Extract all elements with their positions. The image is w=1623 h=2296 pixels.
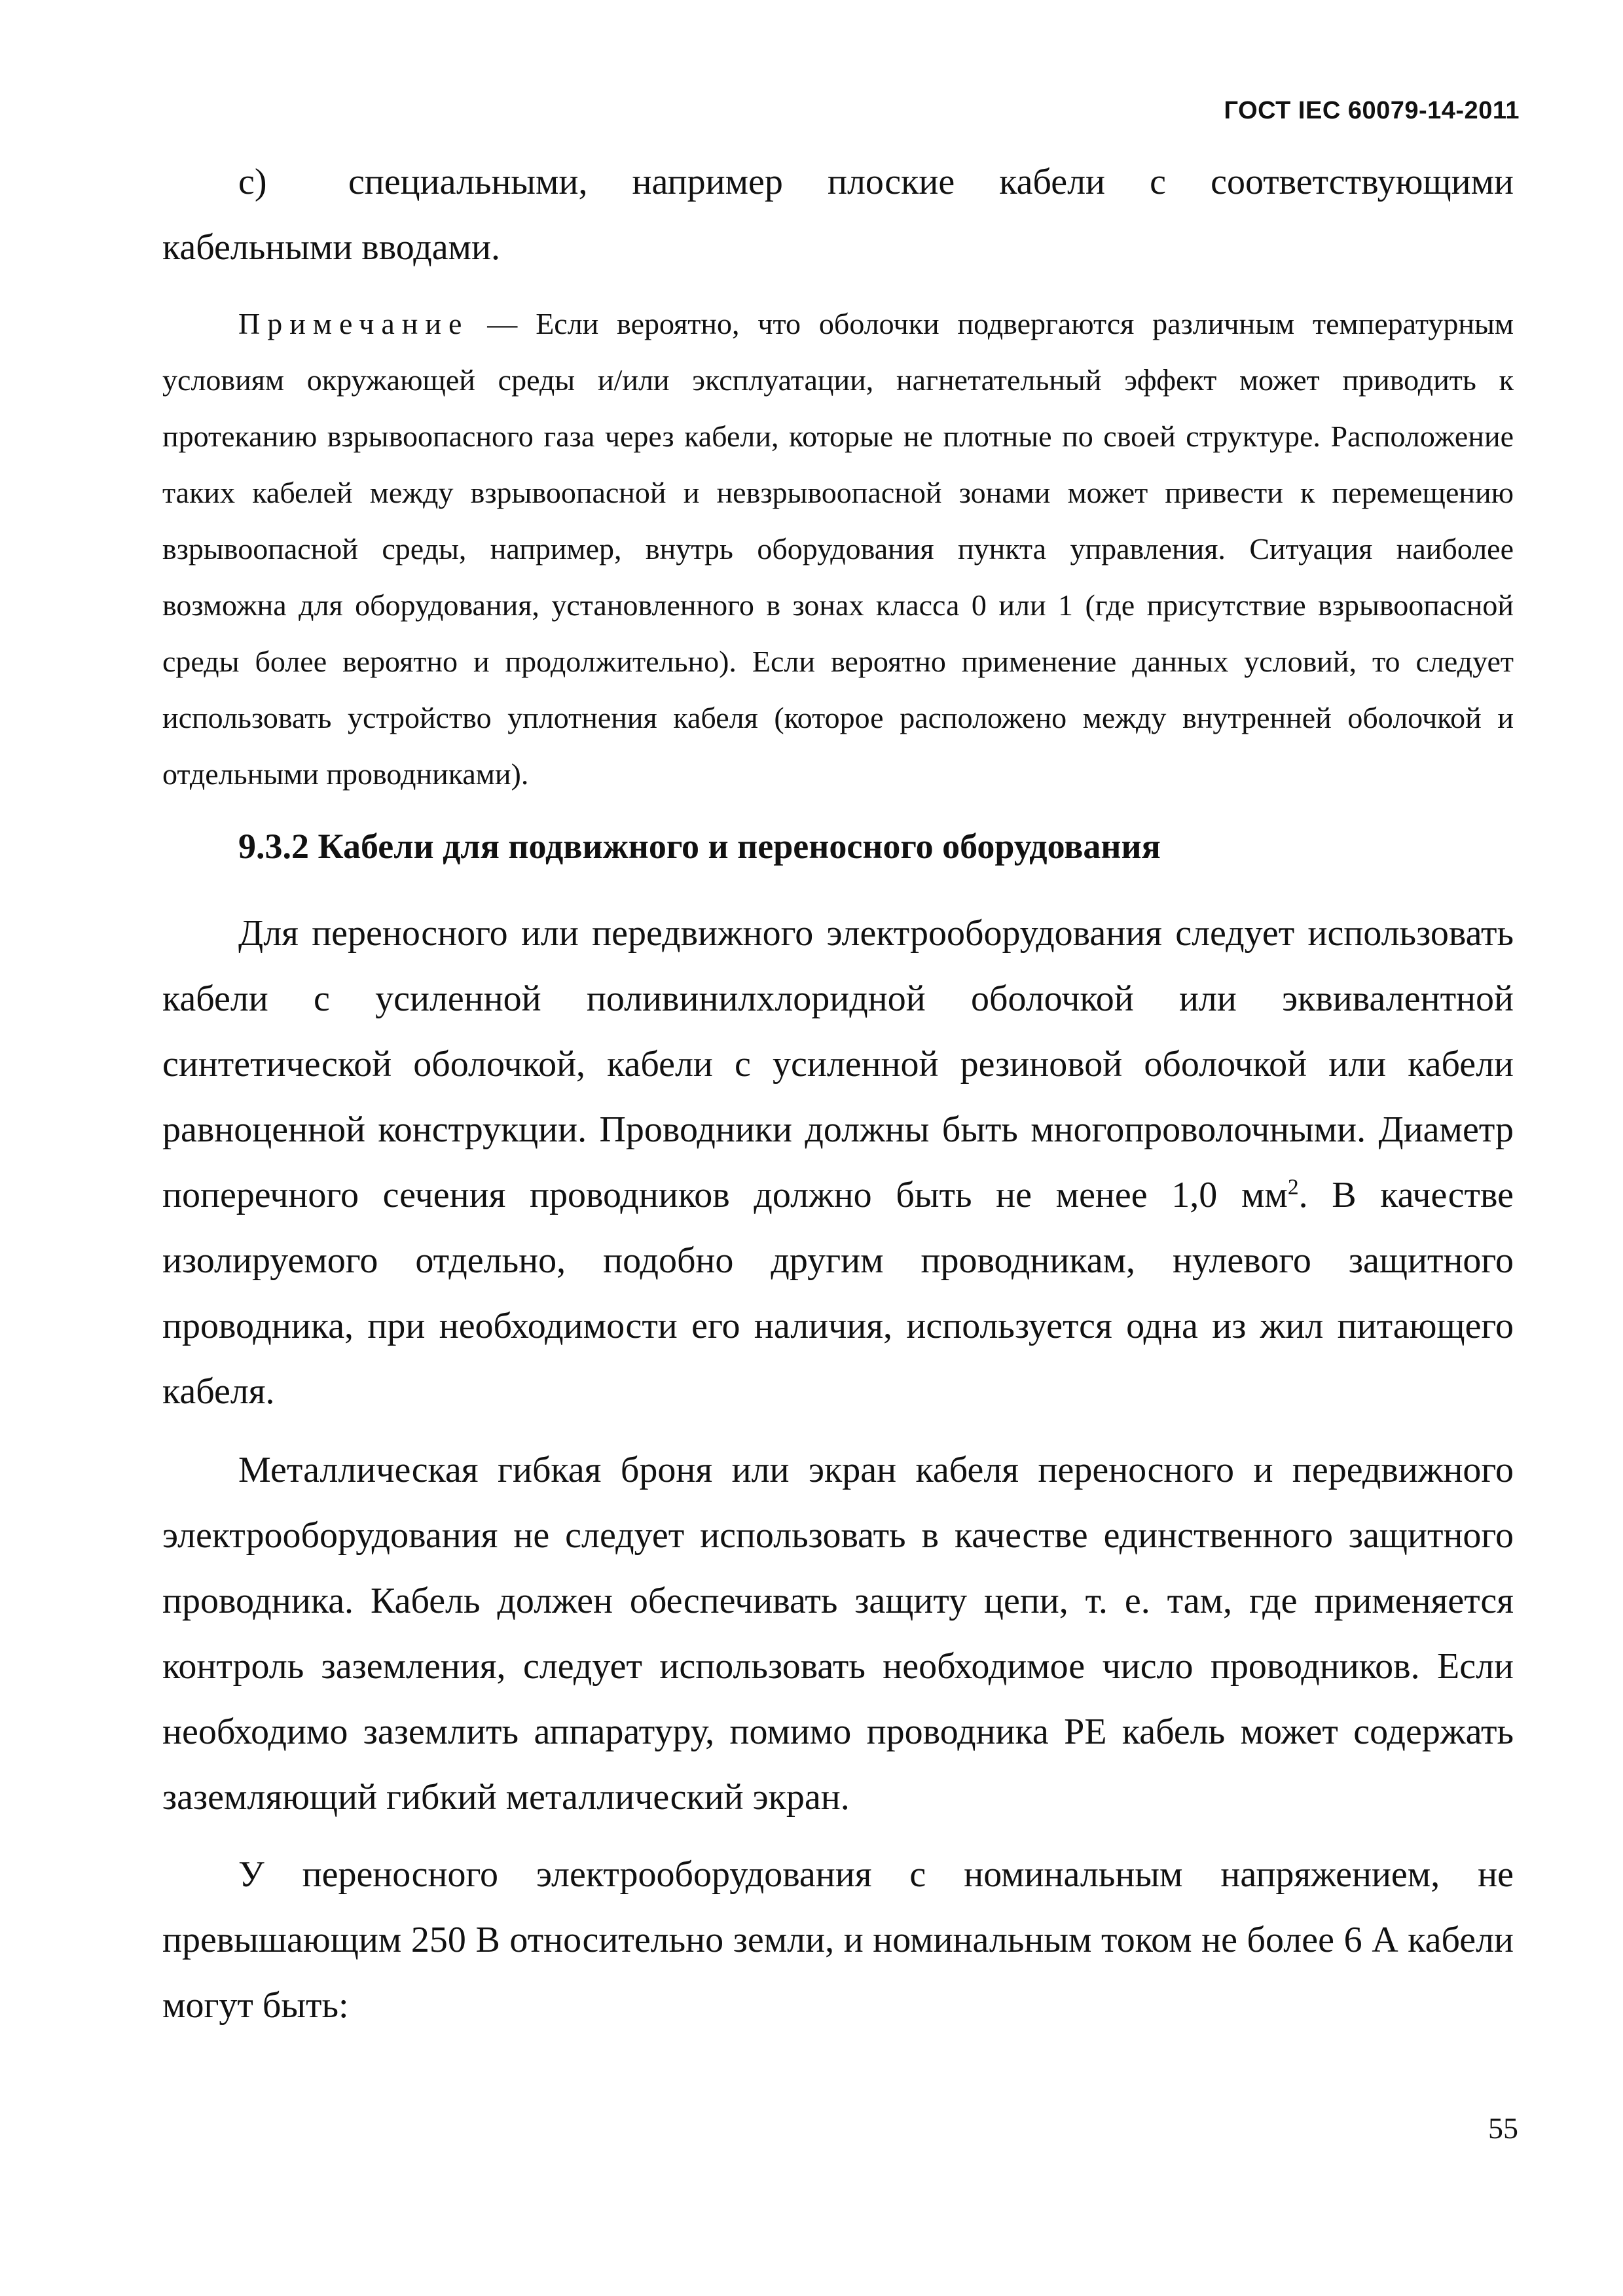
paragraph-voltage: У переносного электрооборудования с номинальным напряжением, не превышающим 250 В относительно земли, и номинальным током не более 6 А кабели могут быть: (162, 1854, 1514, 2026)
note-dash: — (469, 307, 536, 340)
paragraph-cables-portable (162, 901, 1514, 1424)
section-heading: 9.3.2 Кабели для подвижного и переносного оборудования (238, 827, 1161, 866)
list-item-text: специальными, например плоские кабели с соответствующими кабельными вводами. (162, 162, 1514, 268)
note-label: Примечание (238, 307, 469, 340)
list-item-label: c) (238, 162, 267, 202)
page-number: 55 (1488, 2111, 1518, 2145)
paragraph-text: Для переносного или передвижного электрооборудования следует использовать кабели с усиленной поливинилхлоридной оболочкой или эквивалентной синтетической оболочкой, кабели с усиленной резиновой оболочкой или кабели равноценной конструкции. Проводники должны быть многопроволочными. Диаметр поперечного сечения проводников должно быть не менее 1,0 мм (162, 913, 1514, 1215)
document-header: ГОСТ IEC 60079-14-2011 (1224, 97, 1520, 124)
list-item-c (162, 149, 1514, 280)
note-paragraph (162, 296, 1514, 802)
paragraph-text-cont: . В качестве изолируемого отдельно, подобно другим проводникам, нулевого защитного проводника, при необходимости его наличия, используется одна из жил питающего кабеля. (162, 1175, 1514, 1412)
note-text: Если вероятно, что оболочки подвергаются различным температурным условиям окружающей среды и/или эксплуатации, нагнетательный эффект может приводить к протеканию взрывоопасного газа через кабели, которые не плотные по своей структуре. Расположение таких кабелей между взрывоопасной и невзрывоопасной зонами может привести к перемещению взрывоопасной среды, например, внутрь оборудования пункта управления. Ситуация наиболее возможна для оборудования, установленного в зонах класса 0 или 1 (где присутствие взрывоопасной среды более вероятно и продолжительно). Если вероятно применение данных условий, то следует использовать устройство уплотнения кабеля (которое расположено между внутренней оболочкой и отдельными проводниками). (162, 307, 1514, 791)
paragraph-armor: Металлическая гибкая броня или экран кабеля переносного и передвижного электрооборудования не следует использовать в качестве единственного защитного проводника. Кабель должен обеспечивать защиту цепи, т. е. там, где применяется контроль заземления, следует использовать необходимое число проводников. Если необходимо заземлить аппаратуру, помимо проводника PE кабель может содержать заземляющий гибкий металлический экран. (162, 1450, 1514, 1818)
superscript: 2 (1287, 1175, 1299, 1200)
